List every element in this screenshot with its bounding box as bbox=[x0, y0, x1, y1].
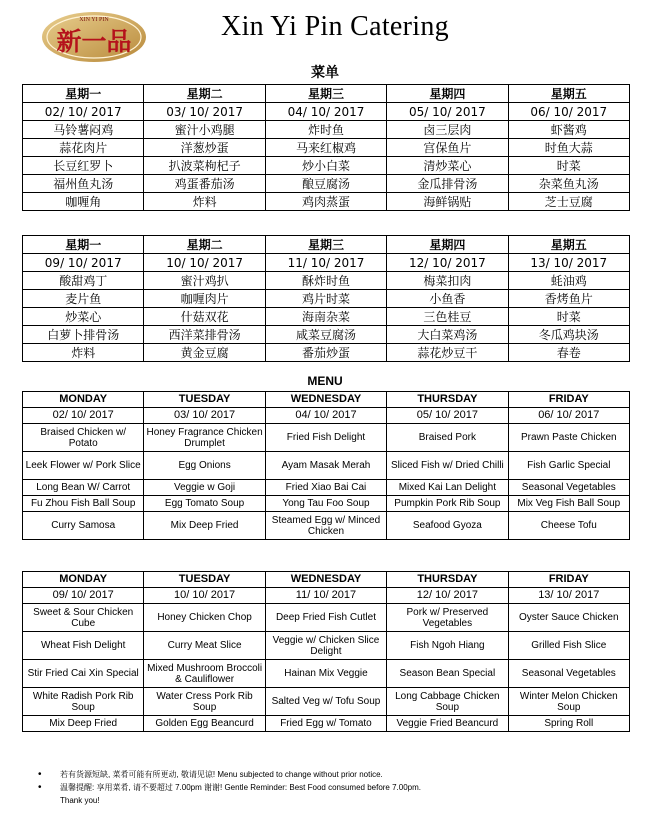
dish-cell: Veggie Fried Beancurd bbox=[387, 716, 508, 732]
day-header: 星期一 bbox=[23, 236, 144, 254]
dish-cell: Fu Zhou Fish Ball Soup bbox=[23, 496, 144, 512]
date-cell: 10/ 10/ 2017 bbox=[144, 254, 265, 272]
dish-cell: 咖喱肉片 bbox=[144, 290, 265, 308]
dish-cell: 黄金豆腐 bbox=[144, 344, 265, 362]
date-row bbox=[23, 254, 630, 272]
note-item: • 若有货源短缺, 菜肴可能有所更动, 敬请见谅! Menu subjected to change without prior notice. bbox=[38, 768, 638, 781]
dish-cell: Prawn Paste Chicken bbox=[508, 424, 629, 452]
date-cell: 05/ 10/ 2017 bbox=[387, 408, 508, 424]
date-cell: 12/ 10/ 2017 bbox=[387, 254, 508, 272]
date-cell: 04/ 10/ 2017 bbox=[265, 103, 386, 121]
menu-row bbox=[23, 193, 630, 211]
dish-cell: Long Cabbage Chicken Soup bbox=[387, 688, 508, 716]
dish-cell: 虾酱鸡 bbox=[508, 121, 629, 139]
day-header: TUESDAY bbox=[144, 392, 265, 408]
date-cell: 12/ 10/ 2017 bbox=[387, 588, 508, 604]
menu-row bbox=[23, 716, 630, 732]
day-header: THURSDAY bbox=[387, 392, 508, 408]
dish-cell: 春卷 bbox=[508, 344, 629, 362]
dish-cell: 海南杂菜 bbox=[265, 308, 386, 326]
dish-cell: Egg Onions bbox=[144, 452, 265, 480]
dish-cell: 杂菜鱼丸汤 bbox=[508, 175, 629, 193]
menu-row bbox=[23, 326, 630, 344]
dish-cell: 冬瓜鸡块汤 bbox=[508, 326, 629, 344]
dish-cell: Deep Fried Fish Cutlet bbox=[265, 604, 386, 632]
dish-cell: 白萝卜排骨汤 bbox=[23, 326, 144, 344]
dish-cell: 长豆红罗卜 bbox=[23, 157, 144, 175]
day-header-row bbox=[23, 85, 630, 103]
dish-cell: Mix Deep Fried bbox=[144, 512, 265, 540]
dish-cell: Cheese Tofu bbox=[508, 512, 629, 540]
dish-cell: 宫保鱼片 bbox=[387, 139, 508, 157]
menu-row bbox=[23, 344, 630, 362]
dish-cell: 什菇双花 bbox=[144, 308, 265, 326]
menu-row bbox=[23, 121, 630, 139]
menu-row bbox=[23, 308, 630, 326]
dish-cell: Leek Flower w/ Pork Slice bbox=[23, 452, 144, 480]
dish-cell: 麦片鱼 bbox=[23, 290, 144, 308]
dish-cell: Fish Ngoh Hiang bbox=[387, 632, 508, 660]
dish-cell: 炒小白菜 bbox=[265, 157, 386, 175]
logo-characters: 新一品 bbox=[56, 27, 132, 56]
dish-cell: Winter Melon Chicken Soup bbox=[508, 688, 629, 716]
chinese-menu-week2 bbox=[22, 235, 630, 362]
dish-cell: Golden Egg Beancurd bbox=[144, 716, 265, 732]
dish-cell: 卤三层肉 bbox=[387, 121, 508, 139]
dish-cell: Hainan Mix Veggie bbox=[265, 660, 386, 688]
menu-row bbox=[23, 660, 630, 688]
day-header: FRIDAY bbox=[508, 392, 629, 408]
date-cell: 11/ 10/ 2017 bbox=[265, 588, 386, 604]
date-cell: 05/ 10/ 2017 bbox=[387, 103, 508, 121]
dish-cell: Stir Fried Cai Xin Special bbox=[23, 660, 144, 688]
dish-cell: Salted Veg w/ Tofu Soup bbox=[265, 688, 386, 716]
chinese-menu-week1 bbox=[22, 84, 630, 211]
thank-you-text: Thank you! bbox=[60, 796, 100, 805]
dish-cell: Seasonal Vegetables bbox=[508, 480, 629, 496]
date-row bbox=[23, 103, 630, 121]
dish-cell: 清炒菜心 bbox=[387, 157, 508, 175]
day-header: 星期三 bbox=[265, 85, 386, 103]
dish-cell: Veggie w/ Chicken Slice Delight bbox=[265, 632, 386, 660]
date-cell: 10/ 10/ 2017 bbox=[144, 588, 265, 604]
dish-cell: Long Bean W/ Carrot bbox=[23, 480, 144, 496]
date-cell: 02/ 10/ 2017 bbox=[23, 103, 144, 121]
dish-cell: Mixed Mushroom Broccoli & Cauliflower bbox=[144, 660, 265, 688]
dish-cell: 酥炸时鱼 bbox=[265, 272, 386, 290]
dish-cell: Season Bean Special bbox=[387, 660, 508, 688]
date-cell: 09/ 10/ 2017 bbox=[23, 254, 144, 272]
dish-cell: Yong Tau Foo Soup bbox=[265, 496, 386, 512]
dish-cell: Seafood Gyoza bbox=[387, 512, 508, 540]
dish-cell: Honey Fragrance Chicken Drumplet bbox=[144, 424, 265, 452]
day-header: MONDAY bbox=[23, 572, 144, 588]
dish-cell: Wheat Fish Delight bbox=[23, 632, 144, 660]
english-menu-week2 bbox=[22, 571, 630, 732]
menu-row bbox=[23, 632, 630, 660]
dish-cell: 酿豆腐汤 bbox=[265, 175, 386, 193]
menu-row bbox=[23, 604, 630, 632]
dish-cell: Fried Egg w/ Tomato bbox=[265, 716, 386, 732]
day-header: 星期五 bbox=[508, 85, 629, 103]
dish-cell: 鸡片时菜 bbox=[265, 290, 386, 308]
menu-row bbox=[23, 157, 630, 175]
menu-row bbox=[23, 496, 630, 512]
date-cell: 02/ 10/ 2017 bbox=[23, 408, 144, 424]
dish-cell: 梅菜扣肉 bbox=[387, 272, 508, 290]
logo-text: XIN YI PIN bbox=[79, 17, 109, 23]
dish-cell: Fried Fish Delight bbox=[265, 424, 386, 452]
dish-cell: Curry Samosa bbox=[23, 512, 144, 540]
dish-cell: Sweet & Sour Chicken Cube bbox=[23, 604, 144, 632]
dish-cell: 咸菜豆腐汤 bbox=[265, 326, 386, 344]
dish-cell: 酸甜鸡丁 bbox=[23, 272, 144, 290]
dish-cell: Curry Meat Slice bbox=[144, 632, 265, 660]
dish-cell: 小鱼香 bbox=[387, 290, 508, 308]
day-header: MONDAY bbox=[23, 392, 144, 408]
day-header: TUESDAY bbox=[144, 572, 265, 588]
dish-cell: Egg Tomato Soup bbox=[144, 496, 265, 512]
menu-row bbox=[23, 480, 630, 496]
dish-cell: 蚝油鸡 bbox=[508, 272, 629, 290]
dish-cell: 芝士豆腐 bbox=[508, 193, 629, 211]
dish-cell: 炸料 bbox=[144, 193, 265, 211]
dish-cell: 蒜花炒豆干 bbox=[387, 344, 508, 362]
menu-row bbox=[23, 139, 630, 157]
menu-row bbox=[23, 272, 630, 290]
dish-cell: 炒菜心 bbox=[23, 308, 144, 326]
day-header: 星期五 bbox=[508, 236, 629, 254]
dish-cell: 扒波菜枸杞子 bbox=[144, 157, 265, 175]
dish-cell: Ayam Masak Merah bbox=[265, 452, 386, 480]
menu-row bbox=[23, 452, 630, 480]
date-cell: 03/ 10/ 2017 bbox=[144, 408, 265, 424]
dish-cell: 蜜汁小鸡腿 bbox=[144, 121, 265, 139]
menu-row bbox=[23, 688, 630, 716]
dish-cell: White Radish Pork Rib Soup bbox=[23, 688, 144, 716]
dish-cell: 香烤鱼片 bbox=[508, 290, 629, 308]
dish-cell: Steamed Egg w/ Minced Chicken bbox=[265, 512, 386, 540]
date-cell: 06/ 10/ 2017 bbox=[508, 103, 629, 121]
date-cell: 03/ 10/ 2017 bbox=[144, 103, 265, 121]
dish-cell: Honey Chicken Chop bbox=[144, 604, 265, 632]
dish-cell: 海鲜锅贴 bbox=[387, 193, 508, 211]
dish-cell: Mixed Kai Lan Delight bbox=[387, 480, 508, 496]
dish-cell: 金瓜排骨汤 bbox=[387, 175, 508, 193]
date-cell: 13/ 10/ 2017 bbox=[508, 588, 629, 604]
dish-cell: Sliced Fish w/ Dried Chilli bbox=[387, 452, 508, 480]
dish-cell: Pumpkin Pork Rib Soup bbox=[387, 496, 508, 512]
date-cell: 09/ 10/ 2017 bbox=[23, 588, 144, 604]
dish-cell: Seasonal Vegetables bbox=[508, 660, 629, 688]
dish-cell: Braised Chicken w/ Potato bbox=[23, 424, 144, 452]
dish-cell: 时鱼大蒜 bbox=[508, 139, 629, 157]
dish-cell: 炸料 bbox=[23, 344, 144, 362]
dish-cell: Oyster Sauce Chicken bbox=[508, 604, 629, 632]
day-header: WEDNESDAY bbox=[265, 572, 386, 588]
date-row bbox=[23, 588, 630, 604]
dish-cell: 大白菜鸡汤 bbox=[387, 326, 508, 344]
dish-cell: 鸡肉蒸蛋 bbox=[265, 193, 386, 211]
dish-cell: Pork w/ Preserved Vegetables bbox=[387, 604, 508, 632]
dish-cell: 福州鱼丸汤 bbox=[23, 175, 144, 193]
day-header-row bbox=[23, 236, 630, 254]
page-title bbox=[0, 10, 650, 44]
dish-cell: Mix Veg Fish Ball Soup bbox=[508, 496, 629, 512]
dish-cell: Grilled Fish Slice bbox=[508, 632, 629, 660]
dish-cell: 番茄炒蛋 bbox=[265, 344, 386, 362]
dish-cell: 蒜花肉片 bbox=[23, 139, 144, 157]
day-header: THURSDAY bbox=[387, 572, 508, 588]
dish-cell: 马铃薯闷鸡 bbox=[23, 121, 144, 139]
dish-cell: Spring Roll bbox=[508, 716, 629, 732]
date-cell: 13/ 10/ 2017 bbox=[508, 254, 629, 272]
menu-row bbox=[23, 175, 630, 193]
note-item: • 温馨提醒: 享用菜肴, 请不要超过 7.00pm 谢谢! Gentle Reminder: Best Food consumed before 7.00pm. bbox=[38, 781, 638, 794]
day-header: FRIDAY bbox=[508, 572, 629, 588]
date-cell: 11/ 10/ 2017 bbox=[265, 254, 386, 272]
dish-cell: 时菜 bbox=[508, 308, 629, 326]
chinese-menu-heading: 菜单 bbox=[311, 65, 339, 81]
date-cell: 04/ 10/ 2017 bbox=[265, 408, 386, 424]
dish-cell: Mix Deep Fried bbox=[23, 716, 144, 732]
footer-notes bbox=[38, 768, 638, 807]
dish-cell: 蜜汁鸡扒 bbox=[144, 272, 265, 290]
dish-cell: 三色桂豆 bbox=[387, 308, 508, 326]
dish-cell: 洋葱炒蛋 bbox=[144, 139, 265, 157]
dish-cell: 时菜 bbox=[508, 157, 629, 175]
date-row bbox=[23, 408, 630, 424]
dish-cell: 鸡蛋番茄汤 bbox=[144, 175, 265, 193]
dish-cell: 西洋菜排骨汤 bbox=[144, 326, 265, 344]
dish-cell: Water Cress Pork Rib Soup bbox=[144, 688, 265, 716]
day-header: 星期四 bbox=[387, 236, 508, 254]
day-header: 星期二 bbox=[144, 236, 265, 254]
day-header: 星期一 bbox=[23, 85, 144, 103]
dish-cell: Veggie w Goji bbox=[144, 480, 265, 496]
english-menu-heading: MENU bbox=[307, 374, 343, 388]
dish-cell: Fried Xiao Bai Cai bbox=[265, 480, 386, 496]
day-header-row bbox=[23, 392, 630, 408]
day-header: 星期二 bbox=[144, 85, 265, 103]
dish-cell: Fish Garlic Special bbox=[508, 452, 629, 480]
dish-cell: Braised Pork bbox=[387, 424, 508, 452]
menu-row bbox=[23, 512, 630, 540]
day-header: WEDNESDAY bbox=[265, 392, 386, 408]
menu-row bbox=[23, 290, 630, 308]
dish-cell: 咖喱角 bbox=[23, 193, 144, 211]
english-menu-week1 bbox=[22, 391, 630, 540]
dish-cell: 炸时鱼 bbox=[265, 121, 386, 139]
day-header: 星期三 bbox=[265, 236, 386, 254]
day-header-row bbox=[23, 572, 630, 588]
date-cell: 06/ 10/ 2017 bbox=[508, 408, 629, 424]
menu-row bbox=[23, 424, 630, 452]
day-header: 星期四 bbox=[387, 85, 508, 103]
page-title-text: Xin Yi Pin Catering bbox=[221, 11, 449, 42]
dish-cell: 马来红椒鸡 bbox=[265, 139, 386, 157]
